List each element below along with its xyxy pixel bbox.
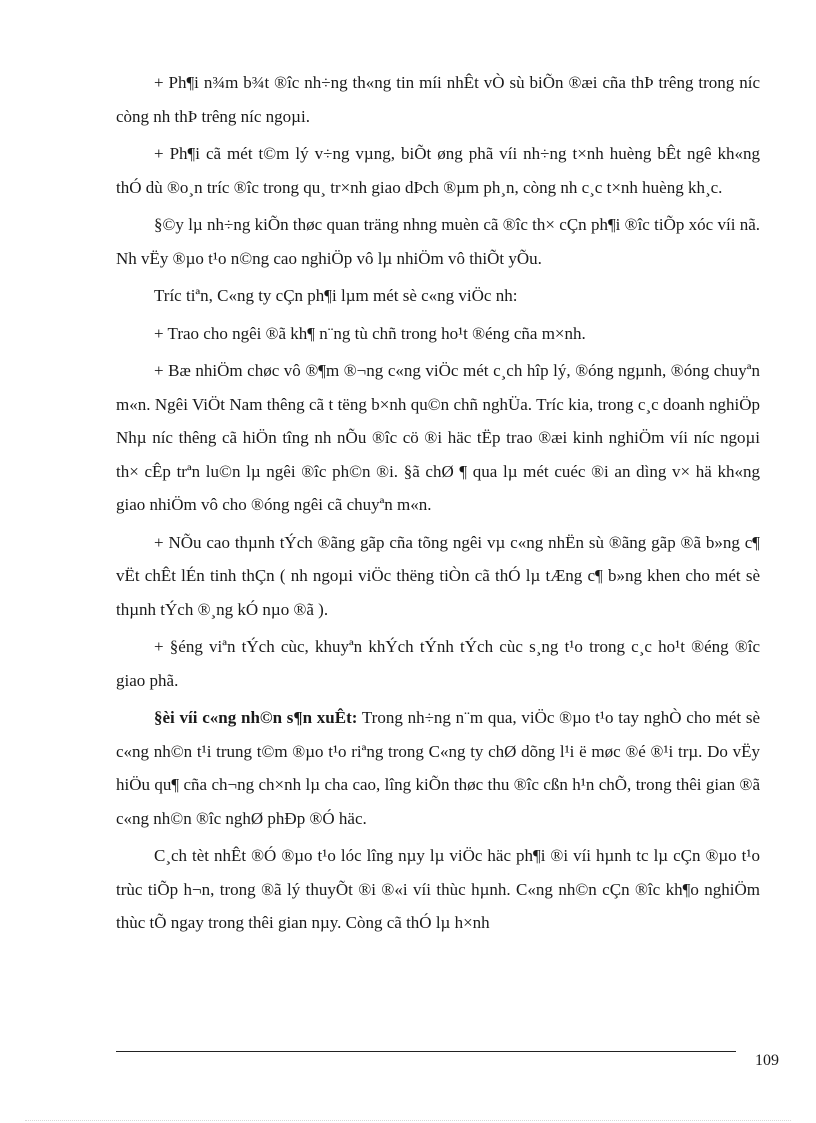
paragraph-text: Tríc tiªn, C«ng ty cÇn ph¶i lµm mét sè c«ng viÖc nh: [154, 286, 518, 305]
paragraph-3 [116, 208, 760, 275]
paragraph-6 [116, 354, 760, 522]
footer-divider [116, 1051, 736, 1052]
paragraph-text: + Bæ nhiÖm chøc vô ®¶m ®¬ng c«ng viÖc mét c¸ch hîp lý, ®óng ngµnh, ®óng chuyªn m«n. Ngêi ViÖt Nam thêng cã t tëng b×nh qu©n chñ nghÜa. Tríc kia, trong c¸c doanh nghiÖp Nhµ níc thêng cã hiÖn tîng nh nÕu ®îc cö ®i häc tËp trao ®æi kinh nghiÖm víi níc ngoµi th× cÊp trªn lu©n lµ ngêi ®îc ph©n ®i. §ã chØ ¶ qua lµ mét cuéc ®i an dìng v× hä kh«ng giao nhiÖm vô cho ®óng ngêi cã chuyªn m«n. [116, 361, 760, 514]
paragraph-text: Trong nh÷ng n¨m qua, viÖc ®µo t¹o tay nghÒ cho mét sè c«ng nh©n t¹i trung t©m ®µo t¹o riªng trong C«ng ty chØ dõng l¹i ë møc ®é ®¹i trµ. Do vËy hiÖu qu¶ cña ch¬ng ch×nh lµ cha cao, lîng kiÕn thøc thu ®îc cßn h¹n chÕ, trong thêi gian ®ã c«ng nh©n ®îc nghØ phÐp ®Ó häc. [116, 708, 760, 828]
paragraph-4 [116, 279, 760, 313]
paragraph-7 [116, 526, 760, 627]
paragraph-text: + Trao cho ngêi ®ã kh¶ n¨ng tù chñ trong ho¹t ®éng cña m×nh. [154, 323, 586, 343]
paragraph-1 [116, 66, 760, 133]
page-bottom-edge [25, 1120, 791, 1121]
paragraph-5 [116, 317, 760, 351]
paragraph-lead-heading: §èi víi c«ng nh©n s¶n xuÊt: [154, 708, 358, 727]
document-body [116, 66, 760, 944]
paragraph-text: + §éng viªn tÝch cùc, khuyªn khÝch tÝnh tÝch cùc s¸ng t¹o trong c¸c ho¹t ®éng ®îc giao phã. [116, 637, 760, 690]
paragraph-2 [116, 137, 760, 204]
paragraph-9 [116, 701, 760, 835]
page-number: 109 [755, 1052, 779, 1069]
paragraph-text: §©y lµ nh÷ng kiÕn thøc quan träng nhng muèn cã ®îc th× cÇn ph¶i ®îc tiÕp xóc víi nã. Nh vËy ®µo t¹o n©ng cao nghiÖp vô lµ nhiÖm vô thiÕt yÕu. [116, 215, 760, 268]
paragraph-text: + Ph¶i cã mét t©m lý v÷ng vµng, biÕt øng phã víi nh÷ng t×nh huèng bÊt ngê kh«ng thÓ dù ®o¸n tríc ®îc trong qu¸ tr×nh giao dÞch ®µm ph¸n, còng nh c¸c t×nh huèng kh¸c. [116, 144, 760, 197]
paragraph-text: + Ph¶i n¾m b¾t ®îc nh÷ng th«ng tin míi nhÊt vÒ sù biÕn ®æi cña thÞ trêng trong níc còng nh thÞ trêng níc ngoµi. [116, 73, 760, 126]
paragraph-8 [116, 630, 760, 697]
paragraph-text: + NÕu cao thµnh tÝch ®ãng gãp cña tõng ngêi vµ c«ng nhËn sù ®ãng gãp ®ã b»ng c¶ vËt chÊt lÉn tinh thÇn ( nh ngoµi viÖc thëng tiÒn cã thÓ lµ tÆng c¶ b»ng khen cho mét sè thµnh tÝch ®¸ng kÓ nµo ®ã ). [116, 532, 760, 619]
paragraph-10 [116, 839, 760, 940]
paragraph-text: C¸ch tèt nhÊt ®Ó ®µo t¹o lóc lîng nµy lµ viÖc häc ph¶i ®i víi hµnh tc lµ cÇn ®µo t¹o trùc tiÕp h¬n, trong ®ã lý thuyÕt ®i ®«i víi thùc hµnh. C«ng nh©n cÇn ®îc kh¶o nghiÖm thùc tÕ ngay trong thêi gian nµy. Còng cã thÓ lµ h×nh [116, 846, 760, 932]
